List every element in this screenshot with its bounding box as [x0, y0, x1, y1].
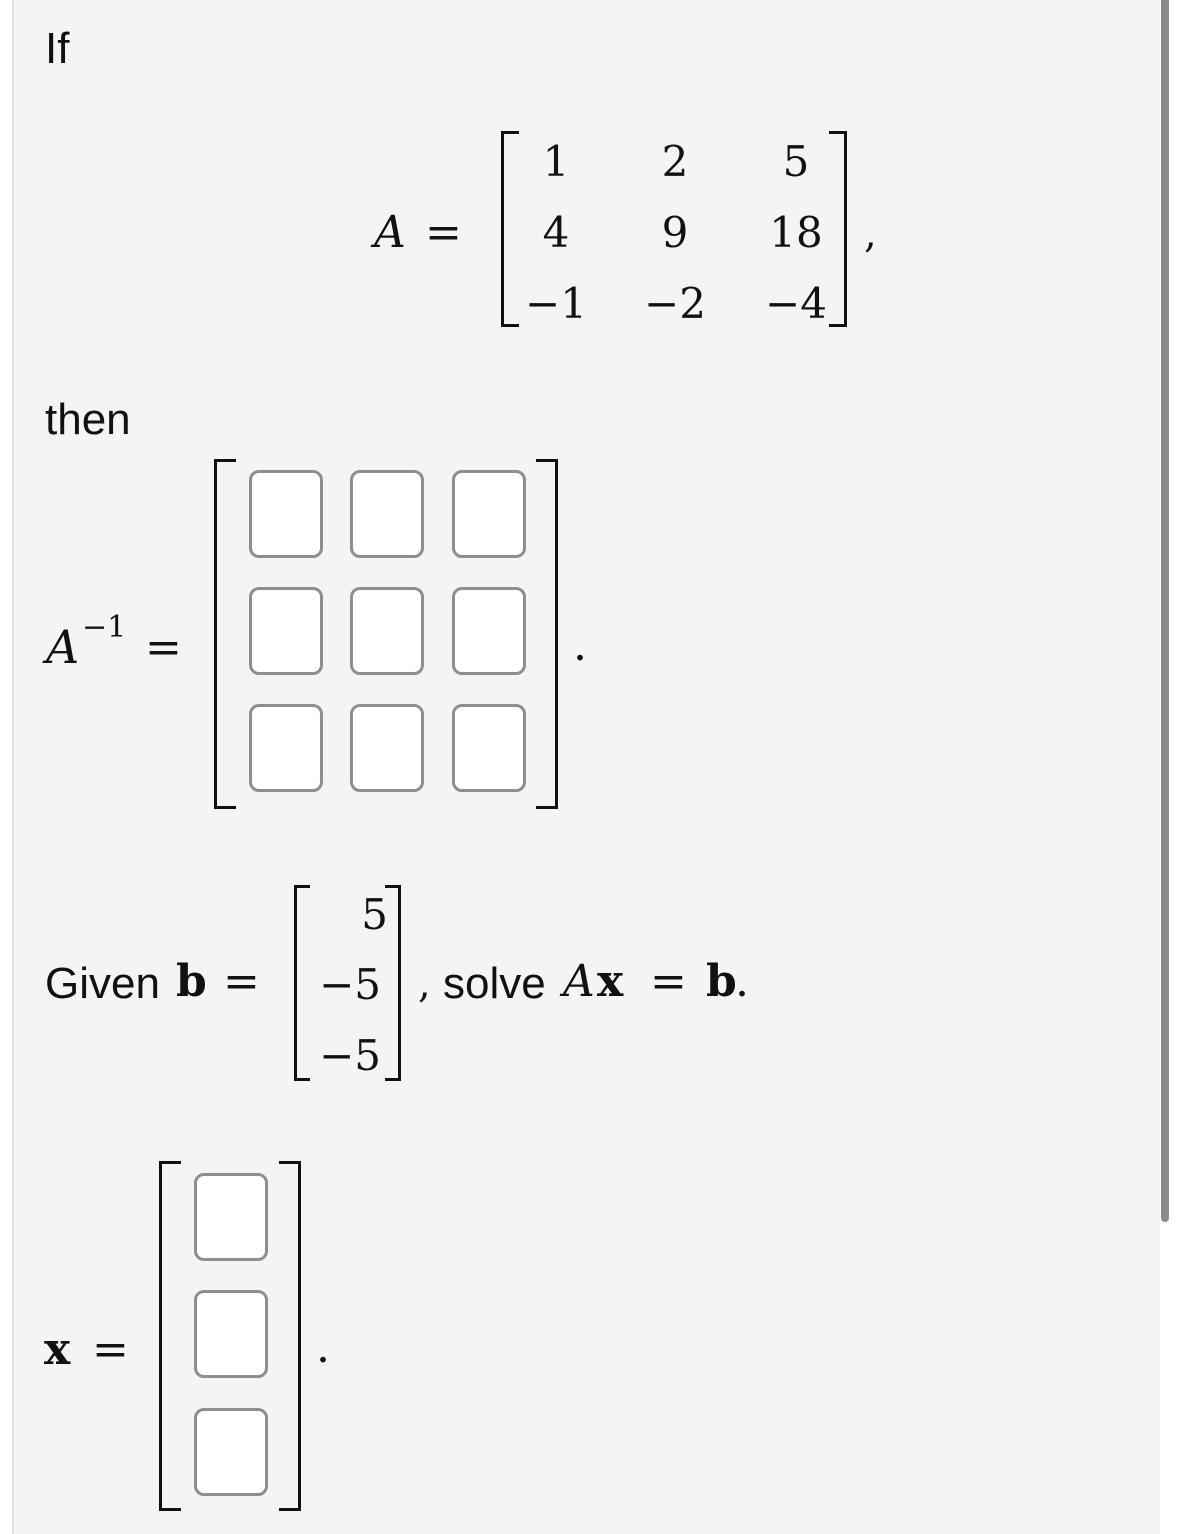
inverse-input-r2c2[interactable]: [350, 587, 424, 675]
inverse-equals: =: [145, 622, 182, 673]
given-b-symbol: b: [176, 956, 207, 1007]
equation-b: b: [706, 956, 737, 1007]
matrix-a-cell: 5: [782, 137, 810, 186]
inverse-input-r1c3[interactable]: [452, 470, 526, 558]
matrix-a-comma: ,: [864, 211, 877, 257]
matrix-a-equals: =: [425, 207, 462, 258]
inverse-input-r1c1[interactable]: [249, 470, 323, 558]
matrix-a-cell: −4: [765, 279, 827, 328]
inverse-left-bracket: [214, 459, 236, 809]
matrix-a-cell: −2: [644, 279, 706, 328]
solution-x-symbol: x: [44, 1324, 71, 1375]
matrix-a-cell: 4: [542, 208, 570, 257]
inverse-symbol: A: [46, 620, 80, 674]
solution-right-bracket: [279, 1161, 301, 1511]
inverse-superscript: −1: [82, 610, 127, 645]
inverse-input-r3c2[interactable]: [350, 704, 424, 792]
matrix-a-cell: −1: [525, 279, 587, 328]
inverse-period: .: [573, 620, 587, 671]
vector-b-cell: −5: [319, 960, 381, 1009]
equation-period: .: [735, 956, 749, 1007]
vector-b-cell: −5: [319, 1031, 381, 1080]
inverse-input-r2c3[interactable]: [452, 587, 526, 675]
given-comma: ,: [418, 961, 431, 1007]
matrix-a-cell: 2: [661, 137, 689, 186]
matrix-a-symbol: A: [374, 207, 406, 258]
solution-equals: =: [92, 1324, 129, 1375]
equation-x: x: [597, 956, 624, 1007]
solution-input-1[interactable]: [194, 1173, 268, 1261]
given-equals: =: [223, 956, 260, 1007]
matrix-a-cell: 1: [542, 137, 570, 186]
inverse-right-bracket: [536, 459, 558, 809]
solution-input-3[interactable]: [194, 1408, 268, 1496]
inverse-input-r1c2[interactable]: [350, 470, 424, 558]
inverse-input-r3c3[interactable]: [452, 704, 526, 792]
solution-left-bracket: [159, 1161, 181, 1511]
solve-text: solve: [443, 959, 546, 1008]
vector-b-cell: 5: [361, 890, 388, 939]
solution-period: .: [316, 1322, 330, 1373]
equation-a: A: [563, 956, 595, 1007]
inverse-input-r3c1[interactable]: [249, 704, 323, 792]
scrollbar[interactable]: [1161, 0, 1169, 1222]
inverse-input-r2c1[interactable]: [249, 587, 323, 675]
matrix-a-cell: 9: [661, 208, 689, 257]
equation-equals: =: [650, 956, 687, 1007]
given-label: Given: [45, 959, 160, 1008]
then-text: then: [45, 395, 131, 444]
solution-input-2[interactable]: [194, 1290, 268, 1378]
matrix-a-cell: 18: [769, 208, 823, 257]
if-text: If: [45, 24, 70, 73]
